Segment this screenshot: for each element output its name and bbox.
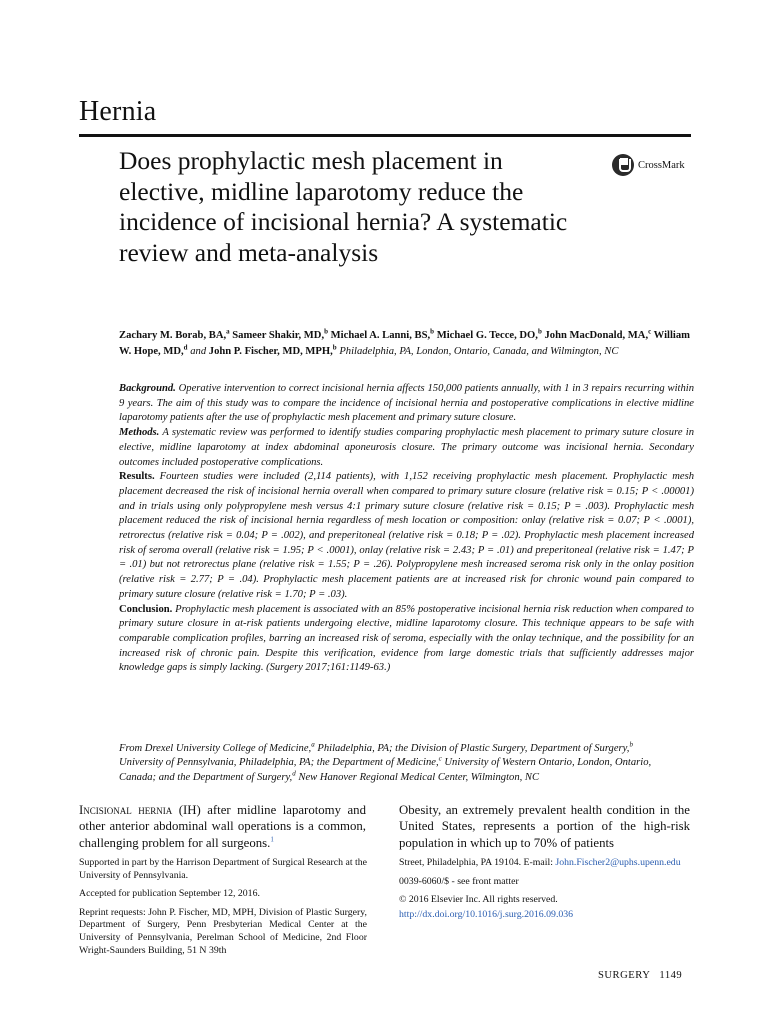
author: John MacDonald, MA, [544, 330, 649, 341]
body-text: (IH) after midline laparotomy and other anterior abdominal wall operations is a common, challenging problem for all surgeons. [79, 803, 366, 850]
funding-note: Supported in part by the Harrison Department of Surgical Research at the University of Pennsylvania. [79, 857, 367, 881]
author-list: Zachary M. Borab, BA,$^a$ Sameer Shakir, MD,$^b$ Michael A. Lanni, BS,$^b$ Michael G. Tecce, DO,$^b$ John MacDonald, MA,$^c$ William W. Hope, MD,$^d$ and John P. Fischer, MD, MPH,$^b$ Philadelphia, PA, London, Ontario, Canada, and Wilmington, NC [119, 327, 690, 357]
footnotes-left [79, 857, 367, 963]
lead-in: Incisional hernia [79, 803, 173, 817]
section-rule [79, 134, 691, 137]
journal-name: SURGERY [598, 970, 650, 981]
abstract-methods: A systematic review was performed to identify studies comparing prophylactic mesh placement to primary suture closure in elective, midline laparotomy at index abdominal aponeurosis closure. The primary outcome was incisional hernia. Secondary outcomes included postoperative complications. [119, 427, 694, 468]
copyright-note: © 2016 Elsevier Inc. All rights reserved. [399, 894, 558, 906]
author: John P. Fischer, MD, MPH, [208, 346, 333, 357]
body-text: Obesity, an extremely prevalent health condition in the United States, represents a portion of the high-risk population in which up to 70% of patients [399, 803, 690, 850]
abstract-background: Operative intervention to correct incisional hernia affects 150,000 patients annually, with 1 in 3 repairs recurring within 9 years. The aim of this study was to compare the incidence of incisional hernia and postoperative complications in elective midline laparotomy patients after the use of prophylactic mesh placement and primary suture closure. [119, 383, 694, 424]
abstract-results: Fourteen studies were included (2,114 patients), with 1,152 receiving prophylactic mesh placement. Prophylactic mesh placement decreased the risk of incisional hernia overall when compared to primary suture closure (relative risk = 0.15; P < .00001) and in trials using only polypropylene mesh versus 4:1 primary suture closure (relative risk = 0.15; P = .003). Prophylactic mesh placement reduced the risk of incisional hernia regardless of mesh location or composition: onlay (relative risk = 0.07; P < .0001), retrorectus (relative risk = 0.04; P = .002), and preperitoneal (relative risk = 0.18; P = .02). Prophylactic mesh placement increased risk of seroma overall (relative risk = 1.95; P < .0001), onlay (relative risk = 2.43; P = .01) and preperitoneal (relative risk = 1.47; P = .01) but not retrorectus plane (relative risk = 1.55; P = .26). Polypropylene mesh increased seroma risk only in the onlay position (relative risk = 2.77; P = .04). Prophylactic mesh placement patients are at increased risk for chronic wound pain compared to primary suture closure (relative risk = 1.70; P = .03). [119, 471, 695, 600]
reprint-note: Reprint requests: John P. Fischer, MD, MPH, Division of Plastic Surgery, Department of Surgery, Penn Presbyterian Medical Center at the University of Pennsylvania, Perelman School of Medicine, 2nd Floor Wright-Saunders Building, 51 N 39th [79, 906, 367, 956]
abstract-background-label: Background. [119, 383, 176, 394]
affiliation-text: Philadelphia, PA; the Division of Plastic Surgery, Department of Surgery, [317, 743, 630, 754]
footnotes-right [399, 857, 691, 927]
crossmark-icon [612, 154, 634, 176]
affiliation-text: University of Pennsylvania, Philadelphia, PA; the Department of Medicine, [119, 757, 439, 769]
author-location: Philadelphia, PA, London, Ontario, Canada, and Wilmington, NC [339, 346, 619, 357]
accepted-note: Accepted for publication September 12, 2016. [79, 888, 260, 900]
author: Michael G. Tecce, DO, [436, 330, 538, 341]
crossmark-badge[interactable] [612, 154, 685, 176]
affiliation-text: New Hanover Regional Medical Center, Wilmington, NC [298, 771, 540, 783]
abstract-methods-label: Methods. [119, 427, 160, 439]
affiliation-text: From Drexel University College of Medicine, [119, 743, 312, 754]
crossmark-label: CrossMark [638, 159, 685, 171]
email-link[interactable]: John.Fischer2@uphs.upenn.edu [555, 857, 681, 868]
abstract-conclusion-label: Conclusion. [119, 603, 173, 615]
doi-link[interactable]: http://dx.doi.org/10.1016/j.surg.2016.09.036 [399, 908, 574, 920]
issn-note: 0039-6060/$ - see front matter [399, 875, 519, 887]
reference-link[interactable]: 1 [270, 835, 274, 844]
author-conjunction: and [190, 346, 207, 357]
page-footer [598, 970, 682, 981]
reprint-street: Street, Philadelphia, PA 19104. E-mail: [399, 857, 553, 868]
page-number: 1149 [659, 970, 683, 981]
article-title: Does prophylactic mesh placement in elective, midline laparotomy reduce the incidence of incisional hernia? A systematic review and meta-analysis [119, 146, 568, 267]
abstract [119, 382, 694, 676]
section-heading: Hernia [79, 96, 157, 127]
author: Sameer Shakir, MD, [232, 330, 325, 341]
abstract-conclusion: Prophylactic mesh placement is associated with an 85% postoperative incisional hernia risk reduction when compared to primary suture closure in at-risk patients undergoing elective, midline laparotomy closure. This technique appears to be safe with comparable complication profiles, barring an increased risk of seroma, especially with the onlay technique, and the possibility for an increased risk of chronic pain. Despite this verification, evidence from large domestic trials that sufficiently addresses major knowledge gaps is simply lacking. (Surgery 2017;161:1149-63.) [119, 603, 694, 674]
author: William W. Hope, MD, [119, 330, 690, 357]
author: Zachary M. Borab, BA, [119, 330, 227, 341]
body-column-right [399, 802, 690, 851]
affiliations: From Drexel University College of Medicine,$^a$ Philadelphia, PA; the Division of Plastic Surgery, Department of Surgery,$^b$ University of Pennsylvania, Philadelphia, PA; the Department of Medicine,$^c$ University of Western Ontario, London, Ontario, Canada; and the Department of Surgery,$^d$ New Hanover Regional Medical Center, Wilmington, NC [119, 740, 652, 783]
author: Michael A. Lanni, BS, [330, 330, 431, 341]
affiliation-text: University of Western Ontario, London, Ontario, Canada; and the Department of Surgery, [119, 757, 652, 783]
body-column-left [79, 802, 366, 851]
abstract-results-label: Results. [119, 471, 155, 483]
